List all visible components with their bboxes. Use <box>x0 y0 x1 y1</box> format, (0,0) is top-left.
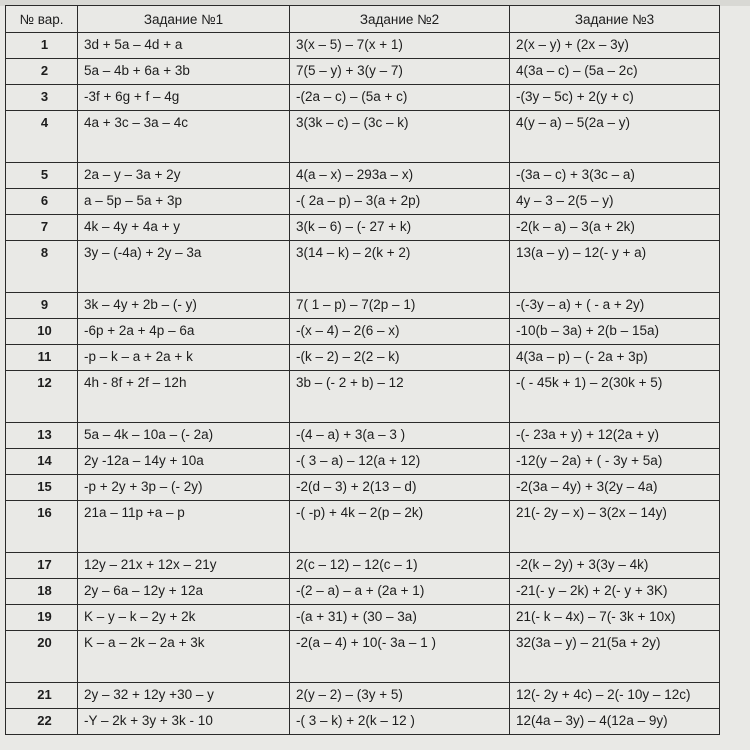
variant-number-cell <box>6 553 78 579</box>
task-1-cell <box>78 449 290 475</box>
variant-number-cell-text: 14 <box>37 453 52 468</box>
table-row <box>6 319 720 345</box>
task-1-cell-text: 3d + 5a – 4d + a <box>84 37 183 52</box>
variant-number-cell-text: 12 <box>37 375 52 390</box>
variant-number-cell-text: 3 <box>40 89 49 104</box>
task-1-cell <box>78 215 290 241</box>
task-2-cell-text: -( -p) + 4k – 2(p – 2k) <box>296 505 424 520</box>
variant-number-cell-text: 1 <box>40 37 49 52</box>
task-2-cell-text: 7( 1 – p) – 7(2p – 1) <box>296 297 416 312</box>
task-2-cell <box>290 683 510 709</box>
task-2-cell-text: -( 2a – p) – 3(a + 2p) <box>296 193 421 208</box>
table-row <box>6 423 720 449</box>
variant-number-cell-text: 19 <box>37 609 52 624</box>
task-3-cell <box>510 683 720 709</box>
task-1-cell-text: -p + 2y + 3p – (- 2y) <box>84 479 203 494</box>
variant-number-cell-text: 15 <box>37 479 52 494</box>
task-1-cell-text: 3k – 4y + 2b – (- y) <box>84 297 197 312</box>
task-3-cell-text: -(- 23a + y) + 12(2a + y) <box>516 427 659 442</box>
variant-number-cell-text: 10 <box>37 323 52 338</box>
header-task-3: Задание №3 <box>510 6 720 33</box>
task-2-cell-text: -( 3 – k) + 2(k – 12 ) <box>296 713 415 728</box>
table-row <box>6 553 720 579</box>
task-3-cell-text: -(3a – c) + 3(3c – a) <box>516 167 635 182</box>
task-2-cell-text: -(4 – a) + 3(a – 3 ) <box>296 427 406 442</box>
task-3-cell-text: 2(x – y) + (2x – 3y) <box>516 37 629 52</box>
task-3-cell <box>510 371 720 423</box>
task-3-cell <box>510 631 720 683</box>
task-2-cell-text: 4(a – x) – 293a – x) <box>296 167 414 182</box>
task-2-cell-text: 3(3k – c) – (3c – k) <box>296 115 409 130</box>
task-3-cell-text: -12(y – 2a) + ( - 3y + 5a) <box>516 453 663 468</box>
task-1-cell-text: a – 5p – 5a + 3p <box>84 193 182 208</box>
task-2-cell-text: -(2a – c) – (5a + c) <box>296 89 408 104</box>
header-task-1: Задание №1 <box>78 6 290 33</box>
variant-number-cell-text: 16 <box>37 505 52 520</box>
task-1-cell <box>78 241 290 293</box>
header-task-2: Задание №2 <box>290 6 510 33</box>
task-3-cell-text: -(3y – 5c) + 2(y + c) <box>516 89 634 104</box>
task-3-cell <box>510 605 720 631</box>
table-row <box>6 371 720 423</box>
task-3-cell-text: 4(3a – p) – (- 2a + 3p) <box>516 349 648 364</box>
task-3-cell <box>510 449 720 475</box>
task-1-cell <box>78 553 290 579</box>
task-2-cell <box>290 293 510 319</box>
task-2-cell <box>290 553 510 579</box>
variant-number-cell <box>6 579 78 605</box>
variant-number-cell-text: 17 <box>37 557 52 572</box>
task-2-cell-text: 7(5 – y) + 3(y – 7) <box>296 63 403 78</box>
task-1-cell <box>78 163 290 189</box>
table-row <box>6 709 720 735</box>
task-2-cell <box>290 241 510 293</box>
variant-number-cell <box>6 449 78 475</box>
variant-number-cell-text: 8 <box>40 245 49 260</box>
task-1-cell <box>78 85 290 111</box>
task-2-cell <box>290 33 510 59</box>
task-1-cell <box>78 579 290 605</box>
task-1-cell-text: -Y – 2k + 3y + 3k - 10 <box>84 713 213 728</box>
task-1-cell <box>78 631 290 683</box>
task-1-cell-text: 2y – 32 + 12y +30 – y <box>84 687 214 702</box>
variant-number-cell <box>6 85 78 111</box>
table-row <box>6 85 720 111</box>
variant-number-cell-text: 20 <box>37 635 52 650</box>
task-3-cell-text: 4(y – a) – 5(2a – y) <box>516 115 631 130</box>
task-2-cell-text: 3(14 – k) – 2(k + 2) <box>296 245 411 260</box>
task-1-cell-text: -3f + 6g + f – 4g <box>84 89 180 104</box>
table-row <box>6 293 720 319</box>
task-1-cell-text: 3y – (-4a) + 2y – 3a <box>84 245 202 260</box>
table-row <box>6 215 720 241</box>
task-2-cell-text: 3(x – 5) – 7(x + 1) <box>296 37 403 52</box>
task-2-cell <box>290 85 510 111</box>
task-2-cell-text: 3b – (- 2 + b) – 12 <box>296 375 404 390</box>
task-2-cell-text: 3(k – 6) – (- 27 + k) <box>296 219 412 234</box>
variant-number-cell <box>6 683 78 709</box>
task-3-cell <box>510 85 720 111</box>
task-1-cell-text: 21a – 11p +a – p <box>84 505 185 520</box>
table-row <box>6 449 720 475</box>
task-3-cell <box>510 241 720 293</box>
table-row <box>6 501 720 553</box>
task-3-cell-text: 12(4a – 3y) – 4(12a – 9y) <box>516 713 668 728</box>
task-3-cell-text: 12(- 2y + 4c) – 2(- 10y – 12c) <box>516 687 691 702</box>
table-row <box>6 111 720 163</box>
task-1-cell-text: K – y – k – 2y + 2k <box>84 609 196 624</box>
table-row <box>6 189 720 215</box>
variant-number-cell <box>6 241 78 293</box>
task-1-cell-text: 4h - 8f + 2f – 12h <box>84 375 187 390</box>
task-1-cell <box>78 293 290 319</box>
table-row <box>6 345 720 371</box>
task-2-cell <box>290 423 510 449</box>
task-2-cell <box>290 475 510 501</box>
task-1-cell-text: 5a – 4b + 6a + 3b <box>84 63 190 78</box>
task-1-cell-text: 2a – y – 3a + 2y <box>84 167 181 182</box>
table-row <box>6 475 720 501</box>
task-3-cell <box>510 59 720 85</box>
variant-number-cell <box>6 501 78 553</box>
task-2-cell <box>290 319 510 345</box>
task-2-cell <box>290 371 510 423</box>
header-row <box>6 6 720 33</box>
variant-number-cell <box>6 163 78 189</box>
task-3-cell-text: -2(k – 2y) + 3(3y – 4k) <box>516 557 649 572</box>
table-row <box>6 631 720 683</box>
task-2-cell <box>290 345 510 371</box>
table-row <box>6 163 720 189</box>
task-2-cell <box>290 189 510 215</box>
task-2-cell-text: -(k – 2) – 2(2 – k) <box>296 349 400 364</box>
task-3-cell <box>510 579 720 605</box>
variant-number-cell <box>6 605 78 631</box>
task-2-cell <box>290 709 510 735</box>
task-3-cell-text: -2(k – a) – 3(a + 2k) <box>516 219 635 234</box>
task-2-cell <box>290 215 510 241</box>
task-1-cell <box>78 59 290 85</box>
tasks-table <box>5 5 720 735</box>
task-1-cell <box>78 501 290 553</box>
task-3-cell-text: 32(3a – y) – 21(5a + 2y) <box>516 635 661 650</box>
task-2-cell <box>290 163 510 189</box>
task-3-cell-text: 4(3a – c) – (5a – 2c) <box>516 63 638 78</box>
task-3-cell <box>510 163 720 189</box>
variant-number-cell <box>6 631 78 683</box>
task-1-cell <box>78 709 290 735</box>
variant-number-cell-text: 11 <box>37 349 52 364</box>
variant-number-cell <box>6 475 78 501</box>
variant-number-cell-text: 5 <box>40 167 49 182</box>
task-2-cell-text: -2(a – 4) + 10(- 3a – 1 ) <box>296 635 436 650</box>
task-2-cell-text: -(2 – a) – a + (2a + 1) <box>296 583 425 598</box>
table-row <box>6 605 720 631</box>
task-1-cell-text: 2y – 6a – 12y + 12a <box>84 583 203 598</box>
task-3-cell-text: -21(- y – 2k) + 2(- y + 3K) <box>516 583 668 598</box>
task-3-cell <box>510 189 720 215</box>
task-3-cell <box>510 709 720 735</box>
variant-number-cell <box>6 371 78 423</box>
task-3-cell <box>510 319 720 345</box>
variant-number-cell <box>6 111 78 163</box>
task-1-cell <box>78 345 290 371</box>
task-1-cell-text: 4a + 3c – 3a – 4c <box>84 115 188 130</box>
task-3-cell-text: 21(- k – 4x) – 7(- 3k + 10x) <box>516 609 676 624</box>
header-variant: № вар. <box>6 6 78 33</box>
task-1-cell <box>78 423 290 449</box>
task-3-cell-text: -( - 45k + 1) – 2(30k + 5) <box>516 375 663 390</box>
variant-number-cell <box>6 423 78 449</box>
table-row <box>6 241 720 293</box>
task-3-cell-text: -2(3a – 4y) + 3(2y – 4a) <box>516 479 658 494</box>
task-2-cell <box>290 449 510 475</box>
variant-number-cell <box>6 189 78 215</box>
task-3-cell <box>510 33 720 59</box>
task-1-cell-text: K – a – 2k – 2a + 3k <box>84 635 205 650</box>
task-1-cell <box>78 371 290 423</box>
task-1-cell <box>78 189 290 215</box>
variant-number-cell-text: 4 <box>40 115 49 130</box>
task-1-cell-text: -p – k – a + 2a + k <box>84 349 193 364</box>
task-2-cell <box>290 605 510 631</box>
variant-number-cell-text: 22 <box>37 713 52 728</box>
task-1-cell <box>78 475 290 501</box>
task-1-cell-text: 5a – 4k – 10a – (- 2a) <box>84 427 214 442</box>
task-3-cell <box>510 475 720 501</box>
variant-number-cell <box>6 215 78 241</box>
task-1-cell <box>78 319 290 345</box>
task-2-cell <box>290 631 510 683</box>
variant-number-cell <box>6 319 78 345</box>
table-row <box>6 579 720 605</box>
task-3-cell <box>510 293 720 319</box>
task-2-cell-text: -2(d – 3) + 2(13 – d) <box>296 479 417 494</box>
task-3-cell-text: 21(- 2y – x) – 3(2x – 14y) <box>516 505 667 520</box>
task-2-cell-text: -(a + 31) + (30 – 3a) <box>296 609 417 624</box>
task-1-cell <box>78 605 290 631</box>
variant-number-cell-text: 13 <box>37 427 52 442</box>
task-2-cell <box>290 111 510 163</box>
task-1-cell-text: 12y – 21x + 12x – 21y <box>84 557 217 572</box>
variant-number-cell <box>6 709 78 735</box>
task-2-cell-text: 2(y – 2) – (3y + 5) <box>296 687 403 702</box>
task-3-cell-text: 4y – 3 – 2(5 – y) <box>516 193 614 208</box>
task-3-cell <box>510 501 720 553</box>
task-3-cell <box>510 111 720 163</box>
variant-number-cell <box>6 345 78 371</box>
variant-number-cell <box>6 59 78 85</box>
task-2-cell <box>290 501 510 553</box>
task-3-cell-text: 13(a – y) – 12(- y + a) <box>516 245 647 260</box>
task-1-cell <box>78 111 290 163</box>
task-3-cell <box>510 345 720 371</box>
task-2-cell-text: -( 3 – a) – 12(a + 12) <box>296 453 421 468</box>
task-1-cell-text: -6p + 2a + 4p – 6a <box>84 323 195 338</box>
variant-number-cell-text: 2 <box>40 63 49 78</box>
task-3-cell <box>510 215 720 241</box>
variant-number-cell <box>6 33 78 59</box>
task-1-cell <box>78 33 290 59</box>
task-2-cell <box>290 59 510 85</box>
task-2-cell-text: 2(c – 12) – 12(c – 1) <box>296 557 418 572</box>
table-row <box>6 683 720 709</box>
task-2-cell-text: -(x – 4) – 2(6 – x) <box>296 323 400 338</box>
task-3-cell <box>510 423 720 449</box>
task-3-cell-text: -10(b – 3a) + 2(b – 15a) <box>516 323 659 338</box>
table-row <box>6 33 720 59</box>
variant-number-cell-text: 6 <box>40 193 49 208</box>
task-2-cell <box>290 579 510 605</box>
task-1-cell-text: 4k – 4y + 4a + y <box>84 219 181 234</box>
variant-number-cell <box>6 293 78 319</box>
task-3-cell <box>510 553 720 579</box>
table-row <box>6 59 720 85</box>
variant-number-cell-text: 9 <box>40 297 49 312</box>
task-3-cell-text: -(-3y – a) + ( - a + 2y) <box>516 297 645 312</box>
variant-number-cell-text: 21 <box>37 687 52 702</box>
variant-number-cell-text: 18 <box>37 583 52 598</box>
variant-number-cell-text: 7 <box>40 219 49 234</box>
task-1-cell <box>78 683 290 709</box>
task-1-cell-text: 2y -12a – 14y + 10a <box>84 453 204 468</box>
